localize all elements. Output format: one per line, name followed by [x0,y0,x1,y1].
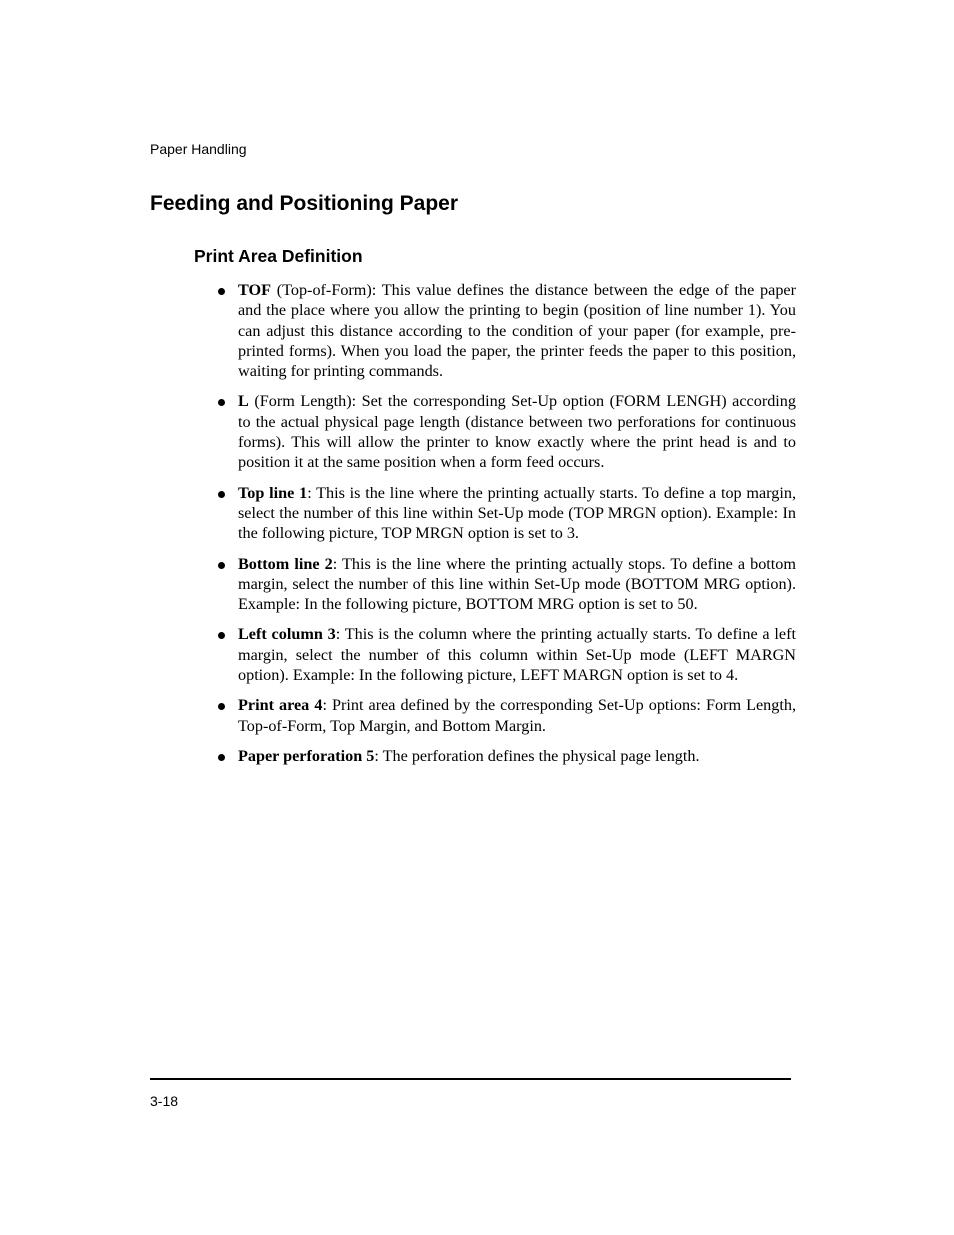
item-term: L [238,392,249,411]
item-term: Paper perforation 5 [238,746,375,765]
item-text: : This is the line where the printing actually starts. To define a top margin, select the number of this line within Set-Up mode (TOP MRGN option). Example: In the following picture, TOP MRGN option is set to 3. [238,483,796,543]
running-header: Paper Handling [150,141,247,157]
list-item [216,280,796,381]
item-term: Print area 4 [238,696,323,715]
bullet-icon [218,399,225,406]
item-text: : This is the column where the printing actually starts. To define a left margin, select the number of this column within Set-Up mode (LEFT MARGN option). Example: In the following picture, LEFT MARGN option is set to 4. [238,625,796,685]
item-text: : This is the line where the printing actually stops. To define a bottom margin, select the number of this line within Set-Up mode (BOTTOM MRG option). Example: In the following picture, BOTTOM MRG option is set to 50. [238,554,796,614]
item-term: TOF [238,281,271,299]
item-text: : Print area defined by the corresponding Set-Up options: Form Length, Top-of-Form, Top Margin, and Bottom Margin. [238,696,796,735]
item-term: Left column 3 [238,625,336,644]
bullet-icon [218,632,225,639]
page-number: 3-18 [150,1093,179,1109]
item-text: (Top-of-Form): This value defines the distance between the edge of the paper and the place where you allow the printing to begin (position of line number 1). You can adjust this distance according to the condition of your paper (for example, pre-printed forms). When you load the paper, the printer feeds the paper to this position, waiting for printing commands. [238,281,796,381]
list-item [216,624,796,685]
definition-list [216,280,796,776]
bullet-icon [218,754,225,761]
item-term: Bottom line 2 [238,554,333,573]
bullet-icon [218,491,225,498]
list-item [216,746,796,766]
item-term: Top line 1 [238,483,308,502]
bullet-icon [218,288,225,295]
bullet-icon [218,562,225,569]
list-item [216,391,796,472]
section-title: Feeding and Positioning Paper [150,192,459,215]
bullet-icon [218,703,225,710]
footer-rule [150,1078,791,1080]
list-item [216,695,796,736]
list-item [216,483,796,544]
list-item [216,554,796,615]
item-text: : The perforation defines the physical page length. [374,746,700,765]
item-text: (Form Length): Set the corresponding Set-Up option (FORM LENGH) according to the actual physical page length (distance between two perforations for continuous forms). This will allow the printer to know exactly where the print head is and to position it at the same position when a form feed occurs. [238,392,796,472]
subsection-title: Print Area Definition [194,246,363,266]
